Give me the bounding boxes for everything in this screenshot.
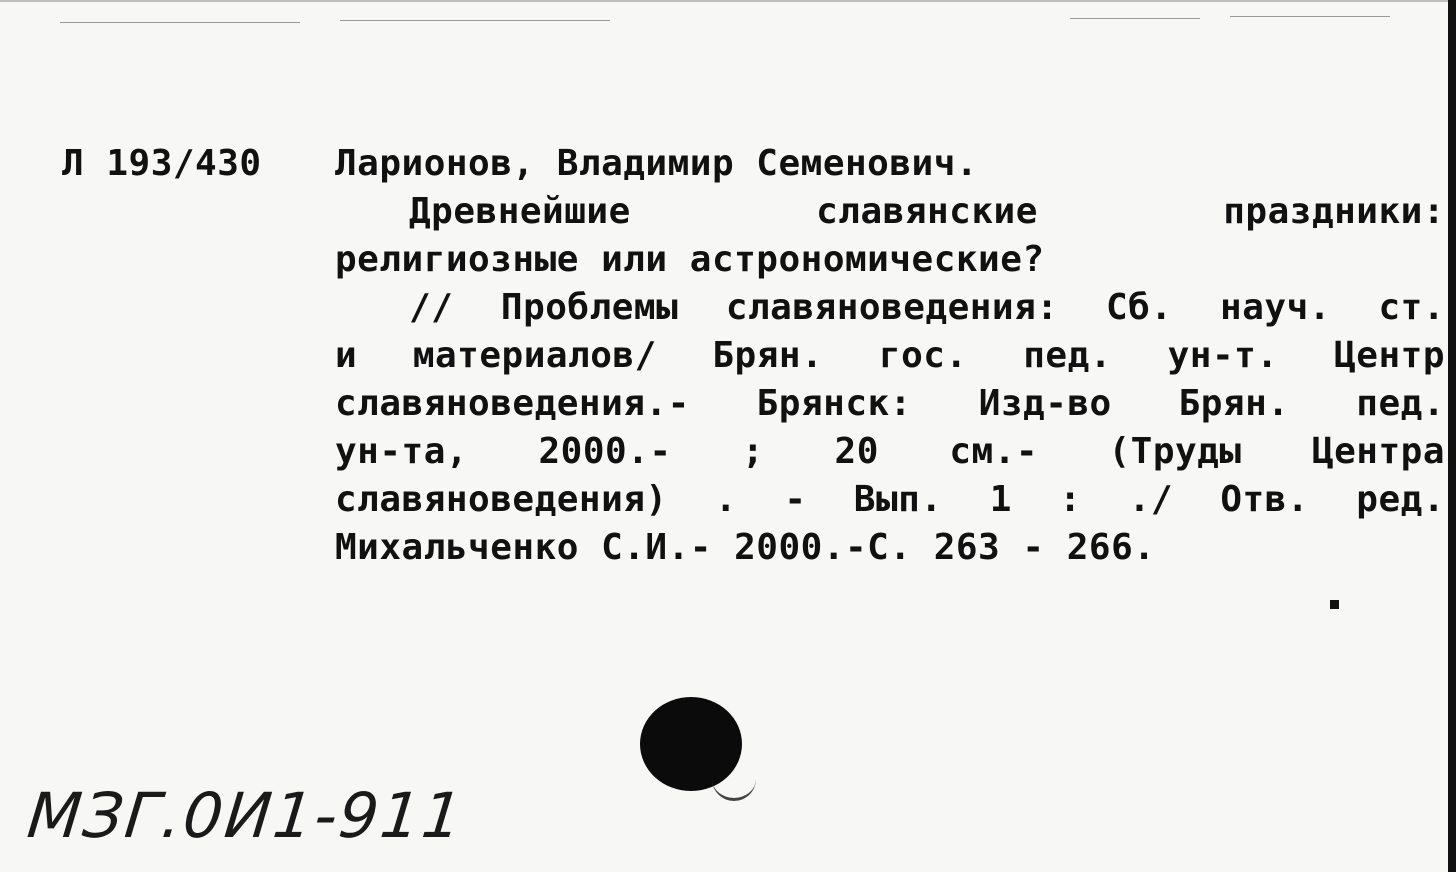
source-line: ун-та, 2000.- ; 20 см.- (Труды Центра — [335, 431, 1445, 472]
scan-noise-line — [1070, 18, 1200, 19]
card-punch-hole — [640, 697, 742, 791]
scan-noise-line — [340, 20, 610, 21]
source-line: и материалов/ Брян. гос. пед. ун-т. Центр — [335, 335, 1445, 376]
ink-dot — [1330, 600, 1339, 609]
bibliographic-entry — [335, 140, 1445, 572]
title-line: Древнейшие славянские праздники: — [409, 191, 1445, 232]
handwritten-shelf-code: МЗГ.0И1-911 — [24, 779, 468, 852]
title-line: религиозные или астрономические? — [335, 239, 1045, 280]
source-line: // Проблемы славяноведения: Сб. науч. ст. — [409, 287, 1445, 328]
source-line: Михальченко С.И.- 2000.-С. 263 - 266. — [335, 527, 1156, 568]
scan-top-edge — [0, 0, 1456, 2]
author-line: Ларионов, Владимир Семенович. — [335, 143, 979, 184]
source-line: славяноведения.- Брянск: Изд-во Брян. пед. — [335, 383, 1445, 424]
scan-noise-line — [1230, 16, 1390, 17]
call-number: Л 193/430 — [62, 143, 262, 184]
punch-hole-shadow — [712, 778, 756, 801]
source-line: славяноведения) . - Вып. 1 : ./ Отв. ред. — [335, 479, 1445, 520]
scan-noise-line — [60, 22, 300, 23]
scan-right-edge — [1448, 0, 1456, 872]
